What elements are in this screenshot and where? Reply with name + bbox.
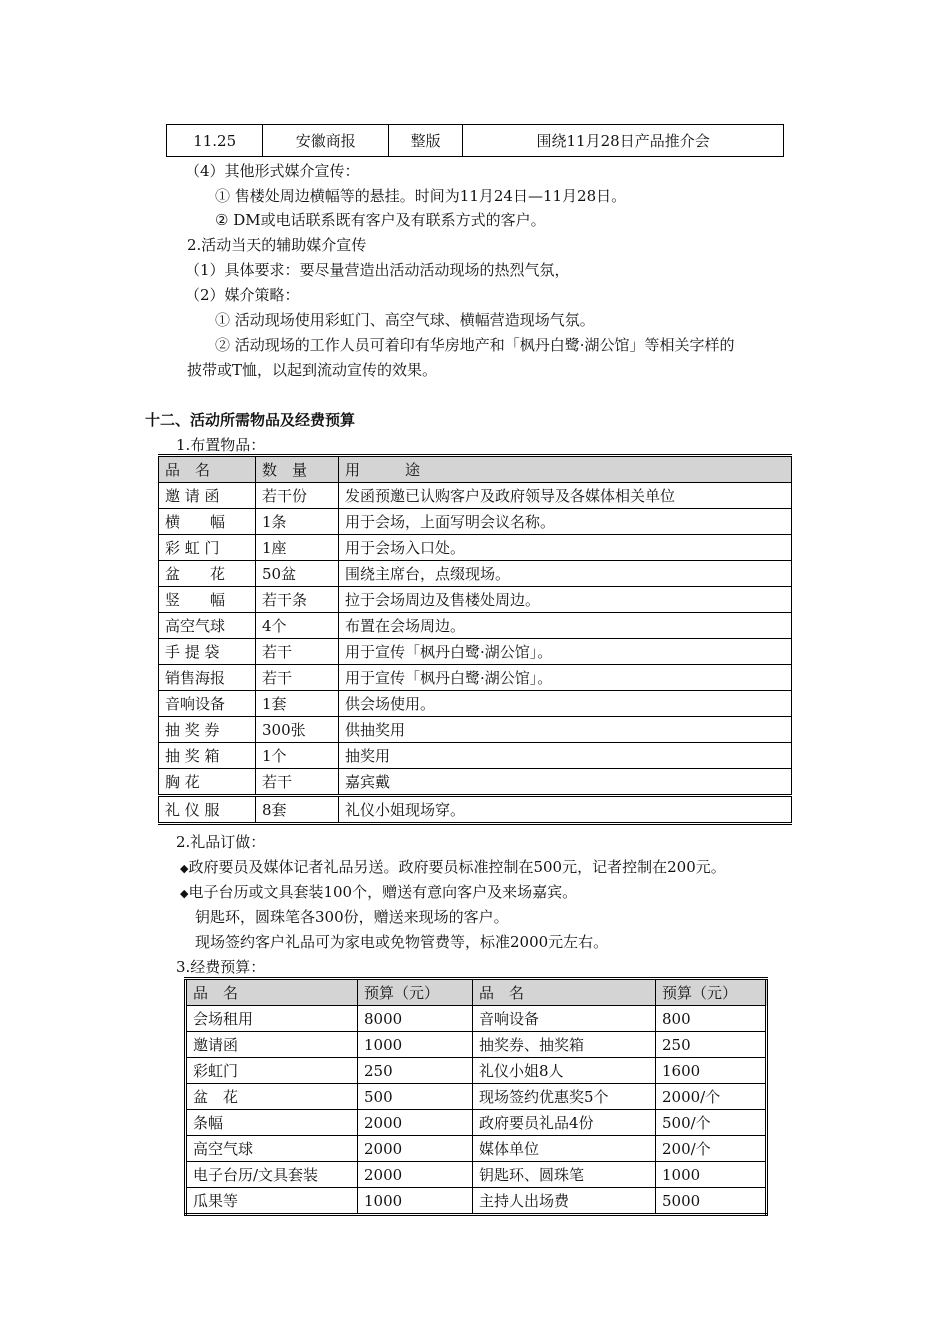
table-cell: 抽 奖 箱 bbox=[159, 743, 256, 769]
table-cell: 2000/个 bbox=[656, 1084, 767, 1110]
table-cell: 邀 请 函 bbox=[159, 483, 256, 509]
column-header: 用 途 bbox=[339, 456, 792, 483]
column-header: 品 名 bbox=[186, 979, 358, 1006]
table-cell: 11.25 bbox=[167, 125, 263, 157]
table-cell: 瓜果等 bbox=[186, 1188, 358, 1215]
table-row bbox=[186, 1110, 767, 1136]
table-cell: 发函预邀已认购客户及政府领导及各媒体相关单位 bbox=[339, 483, 792, 509]
table-cell: 安徽商报 bbox=[263, 125, 389, 157]
table-cell: 高空气球 bbox=[186, 1136, 358, 1162]
table-row bbox=[159, 561, 792, 587]
table-cell: 抽奖用 bbox=[339, 743, 792, 769]
table-cell: 50盆 bbox=[256, 561, 339, 587]
aux-media-heading: 2.活动当天的辅助媒介宣传 bbox=[187, 236, 367, 254]
table-cell: 彩 虹 门 bbox=[159, 535, 256, 561]
table-cell: 抽奖券、抽奖箱 bbox=[473, 1032, 656, 1058]
table-cell: 用于会场入口处。 bbox=[339, 535, 792, 561]
table-cell: 销售海报 bbox=[159, 665, 256, 691]
gift-item-3: 钥匙环，圆珠笔各300份，赠送来现场的客户。 bbox=[195, 908, 509, 926]
table-cell: 横 幅 bbox=[159, 509, 256, 535]
table-row bbox=[159, 535, 792, 561]
aux-media-item-2-cont: 披带或T恤，以起到流动宣传的效果。 bbox=[187, 361, 438, 379]
table-cell: 盆 花 bbox=[159, 561, 256, 587]
table-cell: 高空气球 bbox=[159, 613, 256, 639]
table-cell: 1套 bbox=[256, 691, 339, 717]
table-cell: 胸 花 bbox=[159, 769, 256, 796]
table-cell: 1000 bbox=[358, 1032, 473, 1058]
aux-media-item-1: ① 活动现场使用彩虹门、高空气球、横幅营造现场气氛。 bbox=[215, 311, 595, 329]
table-row bbox=[186, 1032, 767, 1058]
table-row bbox=[186, 1006, 767, 1032]
table-row bbox=[159, 796, 792, 824]
table-row bbox=[186, 1162, 767, 1188]
table-cell: 若干份 bbox=[256, 483, 339, 509]
column-header: 预算（元） bbox=[358, 979, 473, 1006]
table-cell: 条幅 bbox=[186, 1110, 358, 1136]
column-header: 数 量 bbox=[256, 456, 339, 483]
table-row bbox=[159, 483, 792, 509]
bullet-icon: ◆ bbox=[180, 862, 189, 875]
bullet-icon: ◆ bbox=[180, 887, 189, 900]
table-cell: 1个 bbox=[256, 743, 339, 769]
items-label: 1.布置物品： bbox=[176, 436, 266, 454]
table-cell: 彩虹门 bbox=[186, 1058, 358, 1084]
table-cell: 整版 bbox=[389, 125, 463, 157]
table-cell: 盆 花 bbox=[186, 1084, 358, 1110]
table-cell: 钥匙环、圆珠笔 bbox=[473, 1162, 656, 1188]
table-cell: 礼仪小姐8人 bbox=[473, 1058, 656, 1084]
gifts-label: 2.礼品订做： bbox=[176, 833, 266, 851]
table-cell: 4个 bbox=[256, 613, 339, 639]
table-cell: 竖 幅 bbox=[159, 587, 256, 613]
table-row bbox=[186, 1188, 767, 1215]
gift-item-1: ◆政府要员及媒体记者礼品另送。政府要员标准控制在500元，记者控制在200元。 bbox=[180, 858, 726, 876]
table-cell: 800 bbox=[656, 1006, 767, 1032]
table-cell: 200/个 bbox=[656, 1136, 767, 1162]
table-cell: 2000 bbox=[358, 1110, 473, 1136]
table-cell: 礼仪小姐现场穿。 bbox=[339, 796, 792, 824]
table-row bbox=[159, 691, 792, 717]
budget-label: 3.经费预算： bbox=[176, 958, 266, 976]
table-cell: 若干 bbox=[256, 769, 339, 796]
table-cell: 250 bbox=[358, 1058, 473, 1084]
other-media-item-1: ① 售楼处周边横幅等的悬挂。时间为11月24日—11月28日。 bbox=[215, 187, 627, 205]
budget-table bbox=[184, 977, 768, 1216]
table-cell: 若干 bbox=[256, 639, 339, 665]
table-cell: 手 提 袋 bbox=[159, 639, 256, 665]
table-cell: 现场签约优惠奖5个 bbox=[473, 1084, 656, 1110]
aux-media-strategy: （2）媒介策略： bbox=[185, 286, 300, 304]
table-cell: 音响设备 bbox=[159, 691, 256, 717]
table-cell: 若干条 bbox=[256, 587, 339, 613]
gift-item-2: ◆电子台历或文具套装100个，赠送有意向客户及来场嘉宾。 bbox=[180, 883, 578, 901]
table-cell: 嘉宾戴 bbox=[339, 769, 792, 796]
table-cell: 1000 bbox=[358, 1188, 473, 1215]
table-cell: 500 bbox=[358, 1084, 473, 1110]
table-row bbox=[159, 717, 792, 743]
table-cell: 供会场使用。 bbox=[339, 691, 792, 717]
table-header-row bbox=[159, 456, 792, 483]
table-cell: 拉于会场周边及售楼处周边。 bbox=[339, 587, 792, 613]
table-cell: 1600 bbox=[656, 1058, 767, 1084]
table-row bbox=[186, 1136, 767, 1162]
table-header-row bbox=[186, 979, 767, 1006]
gift-item-4: 现场签约客户礼品可为家电或免物管费等，标准2000元左右。 bbox=[195, 933, 609, 951]
items-table bbox=[158, 454, 792, 825]
table-row bbox=[159, 665, 792, 691]
table-row bbox=[159, 613, 792, 639]
table-cell: 用于宣传「枫丹白鹭·湖公馆」。 bbox=[339, 639, 792, 665]
table-cell: 主持人出场费 bbox=[473, 1188, 656, 1215]
table-cell: 音响设备 bbox=[473, 1006, 656, 1032]
table-cell: 媒体单位 bbox=[473, 1136, 656, 1162]
other-media-heading: （4）其他形式媒介宣传： bbox=[185, 162, 360, 180]
table-cell: 8000 bbox=[358, 1006, 473, 1032]
table-row bbox=[186, 1084, 767, 1110]
table-cell: 电子台历/文具套装 bbox=[186, 1162, 358, 1188]
section-12-title: 十二、活动所需物品及经费预算 bbox=[145, 411, 356, 429]
table-cell: 2000 bbox=[358, 1136, 473, 1162]
table-cell: 若干 bbox=[256, 665, 339, 691]
table-cell: 8套 bbox=[256, 796, 339, 824]
table-row bbox=[159, 639, 792, 665]
table-cell: 围绕11月28日产品推介会 bbox=[463, 125, 784, 157]
column-header: 品 名 bbox=[159, 456, 256, 483]
table-cell: 1000 bbox=[656, 1162, 767, 1188]
table-cell: 礼 仪 服 bbox=[159, 796, 256, 824]
table-cell: 政府要员礼品4份 bbox=[473, 1110, 656, 1136]
table-cell: 会场租用 bbox=[186, 1006, 358, 1032]
column-header: 预算（元） bbox=[656, 979, 767, 1006]
table-cell: 供抽奖用 bbox=[339, 717, 792, 743]
table-row bbox=[186, 1058, 767, 1084]
table-cell: 围绕主席台，点缀现场。 bbox=[339, 561, 792, 587]
table-cell: 邀请函 bbox=[186, 1032, 358, 1058]
other-media-item-2: ② DM或电话联系既有客户及有联系方式的客户。 bbox=[215, 211, 546, 229]
aux-media-requirement: （1）具体要求：要尽量营造出活动活动现场的热烈气氛， bbox=[185, 261, 570, 279]
table-cell: 500/个 bbox=[656, 1110, 767, 1136]
media-schedule-table bbox=[166, 124, 784, 157]
table-row bbox=[159, 769, 792, 796]
table-row bbox=[159, 509, 792, 535]
table-row bbox=[159, 743, 792, 769]
table-cell: 1座 bbox=[256, 535, 339, 561]
table-cell: 抽 奖 券 bbox=[159, 717, 256, 743]
table-row bbox=[159, 587, 792, 613]
table-cell: 布置在会场周边。 bbox=[339, 613, 792, 639]
table-row bbox=[167, 125, 784, 157]
aux-media-item-2: ② 活动现场的工作人员可着印有华房地产和「枫丹白鹭·湖公馆」等相关字样的 bbox=[215, 336, 735, 354]
column-header: 品 名 bbox=[473, 979, 656, 1006]
table-cell: 用于会场，上面写明会议名称。 bbox=[339, 509, 792, 535]
table-cell: 2000 bbox=[358, 1162, 473, 1188]
table-cell: 250 bbox=[656, 1032, 767, 1058]
table-cell: 5000 bbox=[656, 1188, 767, 1215]
table-cell: 1条 bbox=[256, 509, 339, 535]
table-cell: 用于宣传「枫丹白鹭·湖公馆」。 bbox=[339, 665, 792, 691]
table-cell: 300张 bbox=[256, 717, 339, 743]
